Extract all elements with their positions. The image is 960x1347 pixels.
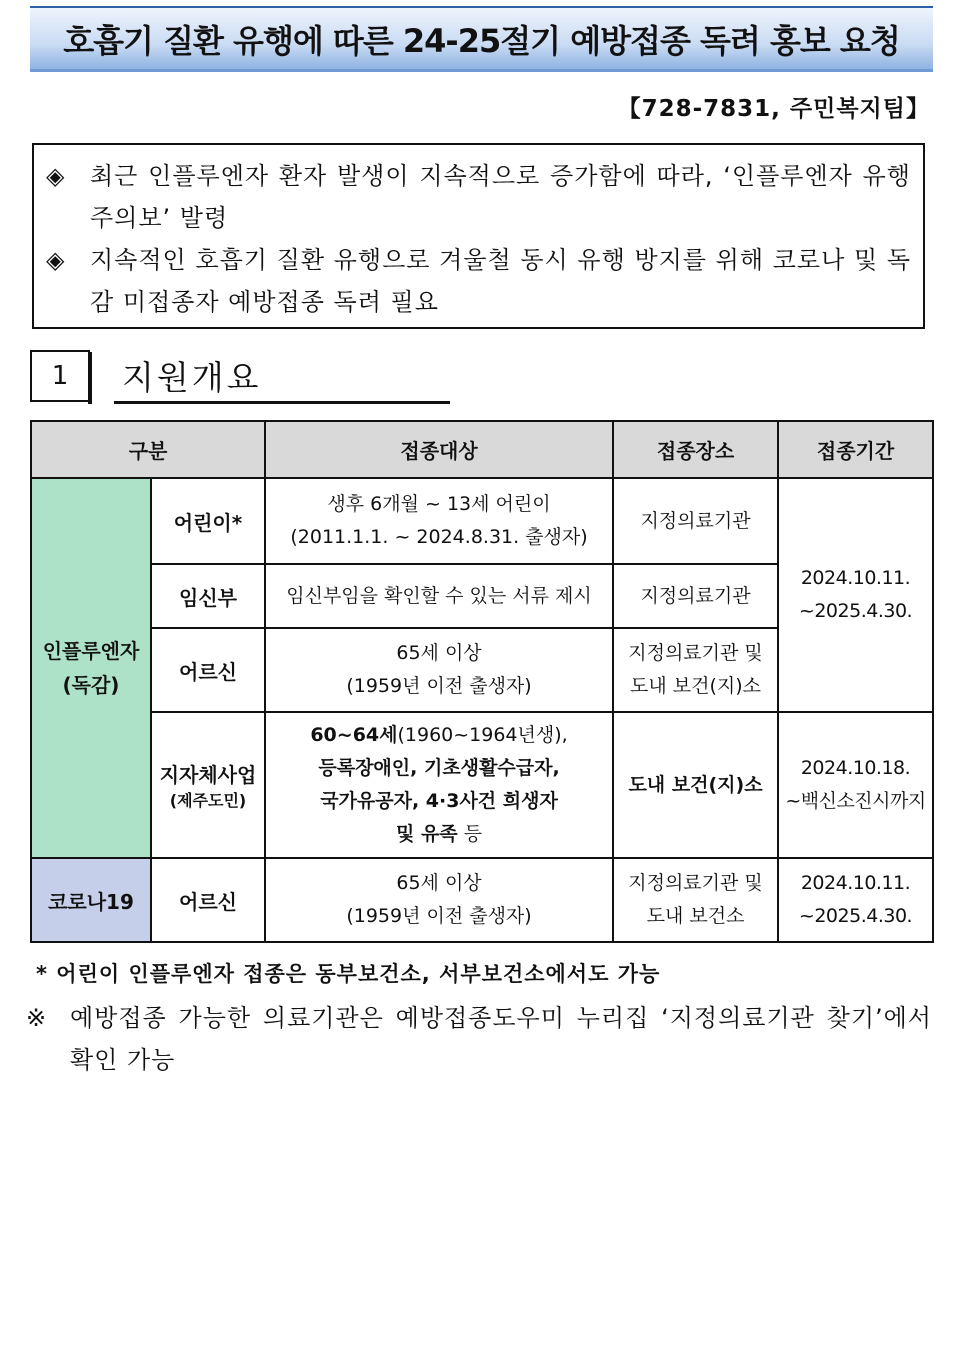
- table-row: [31, 712, 933, 858]
- period-line: 2024.10.11.: [800, 872, 911, 894]
- place-cell: [613, 628, 778, 712]
- support-table: [30, 420, 934, 943]
- summary-text: 최근 인플루엔자 환자 발생이 지속적으로 증가함에 따라, ‘인플루엔자 유행주의보’ 발령: [90, 162, 911, 232]
- table-header-row: [31, 421, 933, 478]
- footnote-clinic: [26, 997, 932, 1081]
- contact-info: 【728-7831, 주민복지팀】: [617, 96, 930, 122]
- place-line: 지정의료기관 및: [628, 872, 763, 894]
- place-cell: [613, 858, 778, 942]
- section-number: 1: [30, 350, 90, 402]
- header-category: 구분: [31, 421, 265, 478]
- target-line: 등록장애인, 기초생활수급자,: [318, 757, 560, 779]
- section-heading: [30, 350, 450, 405]
- diamond-bullet-icon: ◈: [46, 162, 65, 190]
- target-line: (1959년 이전 출생자): [346, 675, 532, 697]
- period-line: 2024.10.11.: [800, 567, 911, 589]
- target-bold: 및 유족: [395, 823, 458, 845]
- target-line: 국가유공자, 4·3사건 희생자: [320, 790, 558, 812]
- place-line: 도내 보건(지)소: [630, 675, 762, 697]
- place-line: 도내 보건소: [646, 905, 745, 927]
- place-cell: 지정의료기관: [613, 478, 778, 564]
- section-underline: [114, 401, 450, 404]
- sub-category: 임신부: [151, 564, 265, 628]
- header-target: 접종대상: [265, 421, 613, 478]
- period-line: ~2025.4.30.: [798, 905, 913, 927]
- target-line: [266, 818, 612, 851]
- target-line: [266, 719, 612, 752]
- summary-item: [46, 155, 911, 239]
- footnote-text: 예방접종 가능한 의료기관은 예방접종도우미 누리집 ‘지정의료기관 찾기’에서 확인 가능: [70, 1004, 932, 1074]
- target-line: (2011.1.1. ~ 2024.8.31. 출생자): [290, 526, 588, 548]
- place-cell: 도내 보건(지)소: [613, 712, 778, 858]
- header-place: 접종장소: [613, 421, 778, 478]
- footnote-child: * 어린이 인플루엔자 접종은 동부보건소, 서부보건소에서도 가능: [36, 962, 661, 986]
- summary-text: 지속적인 호흡기 질환 유행으로 겨울철 동시 유행 방지를 위해 코로나 및 독감 미접종자 예방접종 독려 필요: [90, 246, 911, 316]
- period-line: 2024.10.18.: [800, 757, 911, 779]
- sub-category: 어르신: [151, 858, 265, 942]
- title-banner: [30, 6, 933, 72]
- sub-category-note: (제주도민): [169, 791, 247, 810]
- reference-mark-icon: ※: [26, 1004, 47, 1032]
- period-line: ~2025.4.30.: [798, 600, 913, 622]
- place-cell: 지정의료기관: [613, 564, 778, 628]
- header-period: 접종기간: [778, 421, 933, 478]
- covid-category-cell: 코로나19: [31, 858, 151, 942]
- target-line: 65세 이상: [396, 872, 482, 894]
- target-line: 65세 이상: [396, 642, 482, 664]
- diamond-bullet-icon: ◈: [46, 246, 65, 274]
- target-cell: [265, 712, 613, 858]
- flu-label: 인플루엔자: [42, 639, 140, 663]
- target-line: 생후 6개월 ~ 13세 어린이: [327, 493, 551, 515]
- target-line: (1959년 이전 출생자): [346, 905, 532, 927]
- summary-box: [32, 143, 925, 329]
- target-rest: (1960~1964년생),: [397, 724, 568, 746]
- flu-category-cell: [31, 478, 151, 858]
- table-row: [31, 478, 933, 564]
- sub-category: [151, 712, 265, 858]
- section-number-shadow: [88, 352, 92, 404]
- target-cell: [265, 478, 613, 564]
- target-cell: [265, 628, 613, 712]
- target-cell: [265, 858, 613, 942]
- section-title: 지원개요: [122, 358, 262, 397]
- flu-label-sub: (독감): [62, 673, 120, 697]
- summary-item: [46, 239, 911, 323]
- page-title: 호흡기 질환 유행에 따른 24-25절기 예방접종 독려 홍보 요청: [63, 21, 900, 60]
- sub-category: 어린이*: [151, 478, 265, 564]
- sub-category: 어르신: [151, 628, 265, 712]
- period-cell: [778, 858, 933, 942]
- table-row: [31, 858, 933, 942]
- target-rest: 등: [457, 823, 483, 845]
- period-cell: [778, 478, 933, 712]
- target-bold: 60~64세: [310, 724, 398, 746]
- sub-category-line: 지자체사업: [159, 763, 257, 787]
- target-cell: 임신부임을 확인할 수 있는 서류 제시: [265, 564, 613, 628]
- period-line: ~백신소진시까지: [785, 790, 926, 812]
- place-line: 지정의료기관 및: [628, 642, 763, 664]
- period-cell: [778, 712, 933, 858]
